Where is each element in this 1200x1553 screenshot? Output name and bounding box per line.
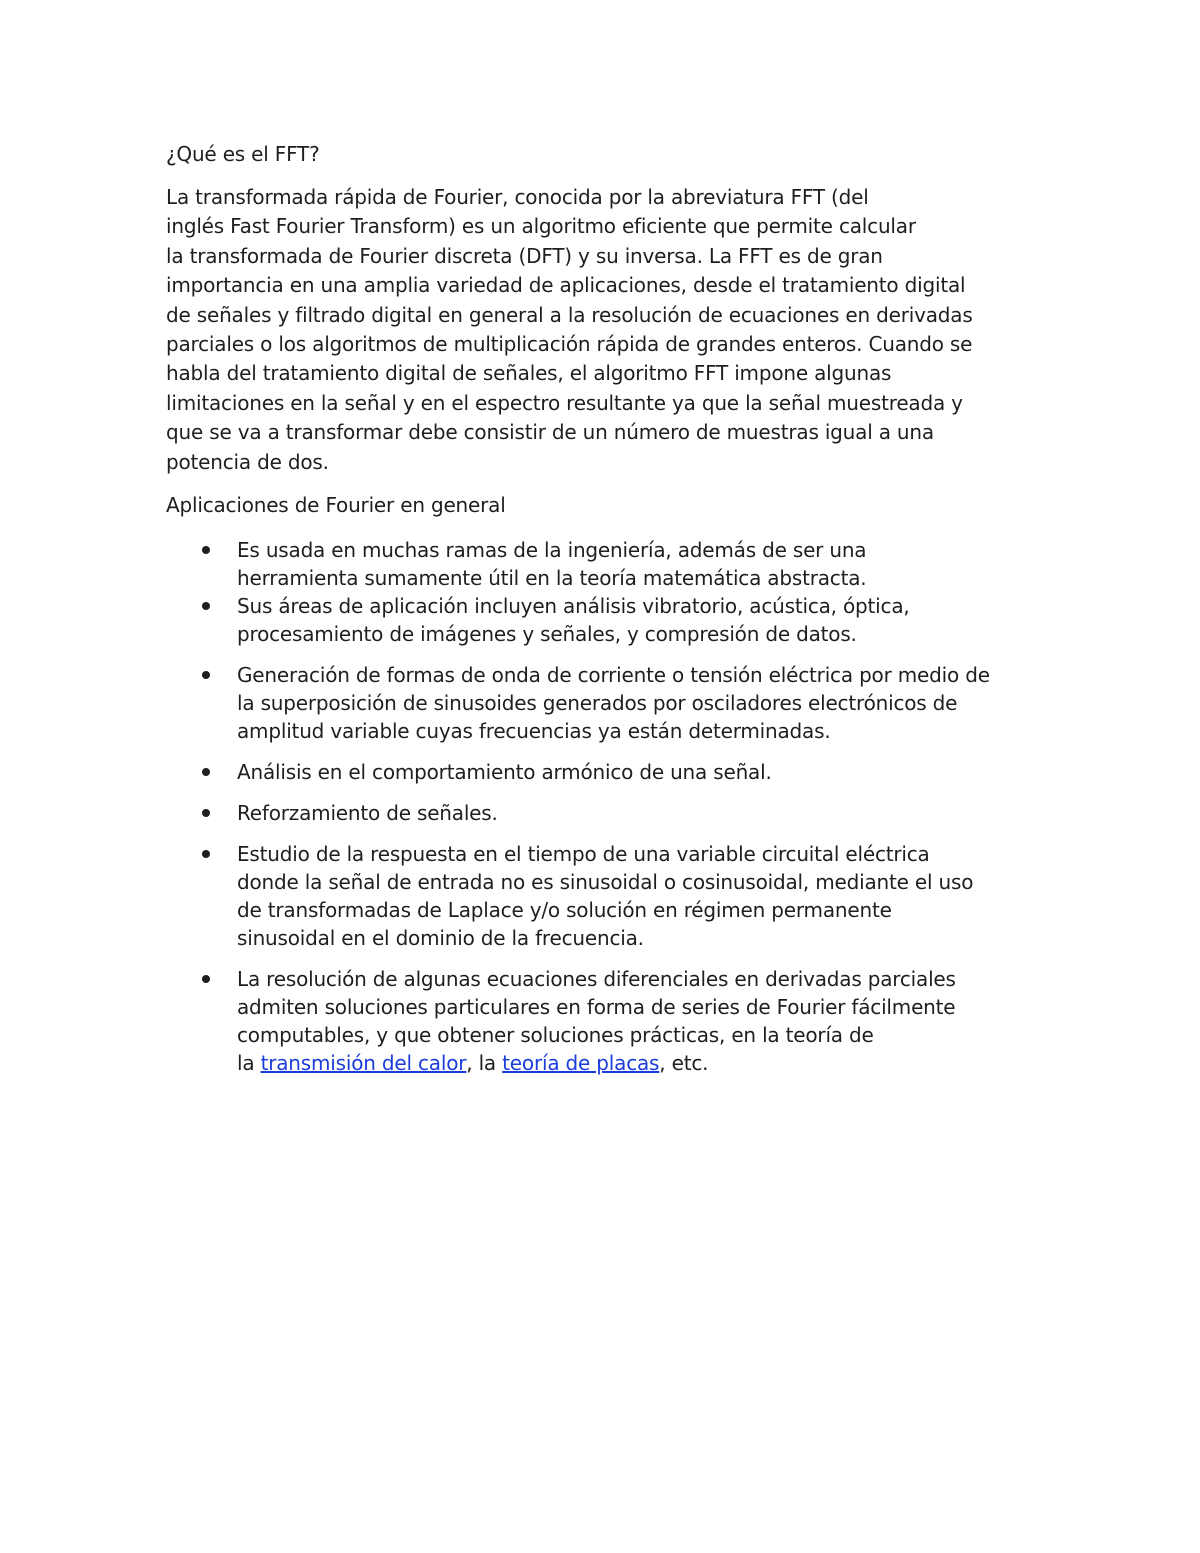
list-item-line: Generación de formas de onda de corriente o tensión eléctrica por medio de <box>237 663 990 687</box>
list-item <box>166 592 1046 648</box>
intro-line: limitaciones en la señal y en el espectro resultante ya que la señal muestreada y <box>166 390 963 415</box>
applications-subheading: Aplicaciones de Fourier en general <box>166 493 506 517</box>
intro-line: inglés Fast Fourier Transform) es un algoritmo eficiente que permite calcular <box>166 214 916 239</box>
intro-line: de señales y filtrado digital en general a la resolución de ecuaciones en derivadas <box>166 302 973 327</box>
list-item-line: de transformadas de Laplace y/o solución en régimen permanente <box>237 898 892 922</box>
list-item-line: la superposición de sinusoides generados por osciladores electrónicos de <box>237 691 958 715</box>
line-suffix-text: , etc. <box>659 1051 709 1075</box>
list-item-line: sinusoidal en el dominio de la frecuencia. <box>237 926 644 950</box>
applications-list <box>166 536 1046 1077</box>
list-item-line: amplitud variable cuyas frecuencias ya están determinadas. <box>237 719 831 743</box>
intro-line: importancia en una amplia variedad de aplicaciones, desde el tratamiento digital <box>166 273 966 298</box>
bullet-icon <box>202 546 210 554</box>
list-item-line: Análisis en el comportamiento armónico de una señal. <box>237 760 772 784</box>
list-item <box>166 840 1046 952</box>
heat-transmission-link[interactable]: transmisión del calor <box>260 1051 467 1075</box>
list-item-line: computables, y que obtener soluciones prácticas, en la teoría de <box>237 1023 874 1047</box>
bullet-icon <box>202 850 210 858</box>
list-item <box>166 799 1046 827</box>
intro-paragraph <box>166 183 1046 477</box>
list-item-line: procesamiento de imágenes y señales, y compresión de datos. <box>237 622 857 646</box>
intro-line: parciales o los algoritmos de multiplicación rápida de grandes enteros. Cuando se <box>166 332 973 357</box>
intro-line: que se va a transformar debe consistir de un número de muestras igual a una <box>166 420 934 445</box>
list-item-line: Sus áreas de aplicación incluyen análisis vibratorio, acústica, óptica, <box>237 594 910 618</box>
list-item-line: donde la señal de entrada no es sinusoidal o cosinusoidal, mediante el uso <box>237 870 974 894</box>
list-item <box>166 758 1046 786</box>
intro-line: La transformada rápida de Fourier, conocida por la abreviatura FFT (del <box>166 185 869 209</box>
plate-theory-link[interactable]: teoría de placas <box>502 1051 660 1075</box>
bullet-icon <box>202 975 210 983</box>
list-item-line: Es usada en muchas ramas de la ingeniería, además de ser una <box>237 538 867 562</box>
list-item <box>166 536 1046 592</box>
list-item-line: Estudio de la respuesta en el tiempo de una variable circuital eléctrica <box>237 842 930 866</box>
intro-line: potencia de dos. <box>166 449 329 474</box>
intro-line: habla del tratamiento digital de señales, el algoritmo FFT impone algunas <box>166 361 892 386</box>
list-item-line: admiten soluciones particulares en forma de series de Fourier fácilmente <box>237 995 956 1019</box>
list-item <box>166 661 1046 745</box>
list-item <box>166 965 1046 1077</box>
intro-line: la transformada de Fourier discreta (DFT) y su inversa. La FFT es de gran <box>166 243 883 268</box>
list-item-last-line <box>237 1049 1046 1077</box>
line-prefix-text: la <box>237 1051 261 1075</box>
bullet-icon <box>202 602 210 610</box>
list-item-line: herramienta sumamente útil en la teoría matemática abstracta. <box>237 566 867 590</box>
bullet-icon <box>202 809 210 817</box>
list-item-line: Reforzamiento de señales. <box>237 801 498 825</box>
document-heading: ¿Qué es el FFT? <box>166 142 320 166</box>
bullet-icon <box>202 768 210 776</box>
line-middle-text: , la <box>466 1051 503 1075</box>
list-item-line: La resolución de algunas ecuaciones diferenciales en derivadas parciales <box>237 967 956 991</box>
bullet-icon <box>202 671 210 679</box>
